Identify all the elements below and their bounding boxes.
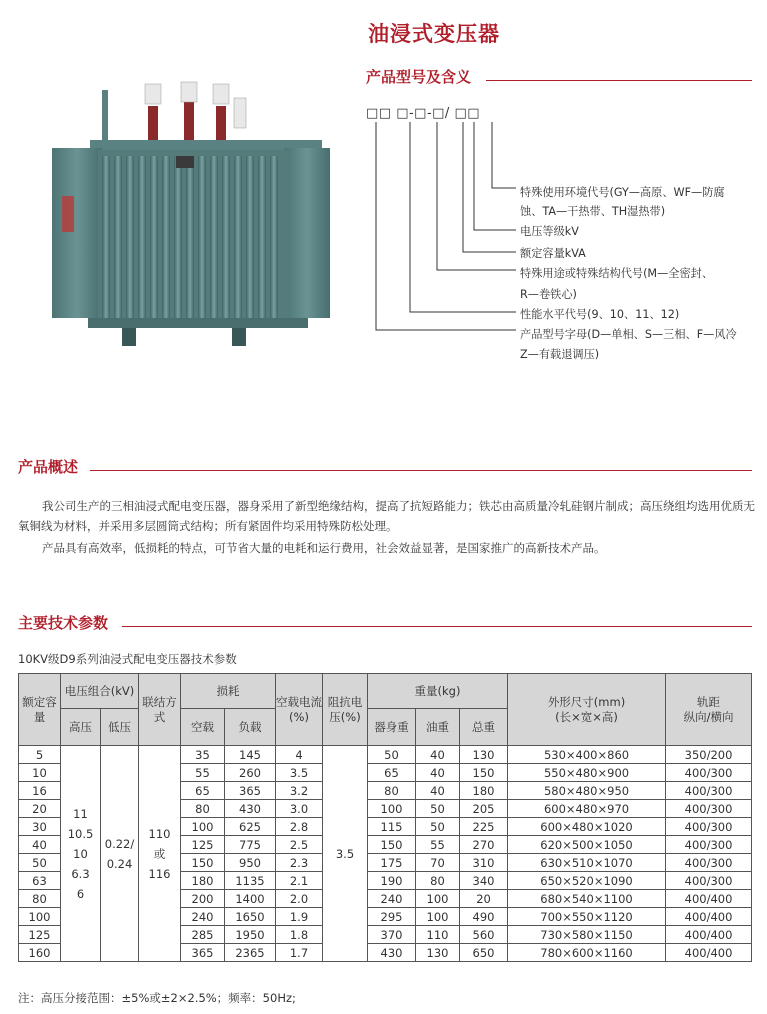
th-load: 负载 <box>225 709 276 746</box>
cell-load: 1650 <box>225 908 276 926</box>
cell-no-load: 65 <box>181 782 225 800</box>
cell-no-load: 125 <box>181 836 225 854</box>
cell-gauge: 400/300 <box>666 836 752 854</box>
cell-capacity: 50 <box>19 854 61 872</box>
cell-capacity: 30 <box>19 818 61 836</box>
cell-no-load: 150 <box>181 854 225 872</box>
cell-no-load-current: 1.7 <box>276 944 323 962</box>
meaning-environment-1: 特殊使用环境代号(GY—高原、WF—防腐 <box>520 186 725 199</box>
cell-total-weight: 310 <box>460 854 508 872</box>
table-note: 注：高压分接范围：±5%或±2×2.5%；频率：50Hz; <box>18 991 296 1005</box>
cell-gauge: 400/300 <box>666 818 752 836</box>
cell-body-weight: 370 <box>368 926 416 944</box>
overview-heading: 产品概述 <box>18 458 79 476</box>
cell-dimensions: 780×600×1160 <box>508 944 666 962</box>
cell-gauge: 400/300 <box>666 872 752 890</box>
page-title: 油浸式变压器 <box>368 22 500 46</box>
cell-no-load-current: 2.3 <box>276 854 323 872</box>
cell-capacity: 80 <box>19 890 61 908</box>
low-voltage-value: 0.22/ <box>104 836 135 851</box>
cell-no-load: 180 <box>181 872 225 890</box>
cell-oil-weight: 100 <box>416 890 460 908</box>
cell-dimensions: 730×580×1150 <box>508 926 666 944</box>
transformer-image <box>48 78 338 348</box>
cell-no-load: 285 <box>181 926 225 944</box>
th-capacity: 额定容量 <box>19 674 61 746</box>
cell-gauge: 400/300 <box>666 782 752 800</box>
th-no-load-current: 空载电流(%) <box>276 674 323 746</box>
table-row <box>19 746 752 764</box>
th-weight: 重量(kg) <box>368 674 508 709</box>
cell-load: 1950 <box>225 926 276 944</box>
cell-gauge: 350/200 <box>666 746 752 764</box>
cell-oil-weight: 100 <box>416 908 460 926</box>
cell-oil-weight: 130 <box>416 944 460 962</box>
cell-no-load-current: 2.8 <box>276 818 323 836</box>
cell-oil-weight: 80 <box>416 872 460 890</box>
cell-dimensions: 600×480×1020 <box>508 818 666 836</box>
meaning-letters-2: Z—有载退调压) <box>520 348 600 361</box>
meaning-capacity: 额定容量kVA <box>520 247 586 260</box>
cell-load: 625 <box>225 818 276 836</box>
cell-gauge: 400/400 <box>666 890 752 908</box>
th-gauge-sub: 纵向/横向 <box>683 709 734 724</box>
meaning-special-1: 特殊用途或特殊结构代号(M—全密封、 <box>520 267 714 280</box>
cell-dimensions: 600×480×970 <box>508 800 666 818</box>
cell-capacity: 16 <box>19 782 61 800</box>
cell-oil-weight: 70 <box>416 854 460 872</box>
cell-no-load-current: 1.9 <box>276 908 323 926</box>
cell-capacity: 160 <box>19 944 61 962</box>
cell-no-load-current: 3.2 <box>276 782 323 800</box>
high-voltage-value: 10.5 <box>67 826 94 841</box>
cell-dimensions: 620×500×1050 <box>508 836 666 854</box>
cell-no-load: 55 <box>181 764 225 782</box>
high-voltage-value: 6 <box>76 886 85 901</box>
cell-dimensions: 650×520×1090 <box>508 872 666 890</box>
cell-capacity: 10 <box>19 764 61 782</box>
cell-gauge: 400/400 <box>666 908 752 926</box>
table-caption: 10KV级D9系列油浸式配电变压器技术参数 <box>18 652 237 666</box>
cell-load: 365 <box>225 782 276 800</box>
cell-no-load-current: 2.0 <box>276 890 323 908</box>
cell-total-weight: 490 <box>460 908 508 926</box>
cell-no-load: 35 <box>181 746 225 764</box>
cell-body-weight: 175 <box>368 854 416 872</box>
cell-body-weight: 240 <box>368 890 416 908</box>
cell-dimensions: 530×400×860 <box>508 746 666 764</box>
cell-total-weight: 205 <box>460 800 508 818</box>
cell-no-load: 80 <box>181 800 225 818</box>
th-dimensions-title: 外形尺寸(mm) <box>547 694 626 709</box>
cell-load: 145 <box>225 746 276 764</box>
specs-heading-rule <box>122 626 752 627</box>
cell-oil-weight: 50 <box>416 818 460 836</box>
cell-no-load-current: 4 <box>276 746 323 764</box>
spec-table <box>18 673 752 962</box>
meaning-voltage: 电压等级kV <box>520 225 579 238</box>
cell-total-weight: 560 <box>460 926 508 944</box>
cell-no-load: 200 <box>181 890 225 908</box>
cell-gauge: 400/300 <box>666 800 752 818</box>
th-no-load: 空载 <box>181 709 225 746</box>
high-voltage-value: 11 <box>73 806 88 821</box>
cell-body-weight: 150 <box>368 836 416 854</box>
cell-total-weight: 340 <box>460 872 508 890</box>
cell-load: 260 <box>225 764 276 782</box>
cell-no-load-current: 2.1 <box>276 872 323 890</box>
cell-no-load: 365 <box>181 944 225 962</box>
cell-oil-weight: 50 <box>416 800 460 818</box>
cell-gauge: 400/300 <box>666 764 752 782</box>
model-code-pattern: □□ □-□-□/ □□ <box>366 106 481 121</box>
cell-dimensions: 550×480×900 <box>508 764 666 782</box>
cell-load: 1135 <box>225 872 276 890</box>
cell-load: 2365 <box>225 944 276 962</box>
cell-dimensions: 700×550×1120 <box>508 908 666 926</box>
cell-load: 430 <box>225 800 276 818</box>
cell-total-weight: 20 <box>460 890 508 908</box>
cell-oil-weight: 40 <box>416 782 460 800</box>
overview-paragraph-2: 产品具有高效率，低损耗的特点，可节省大量的电耗和运行费用，社会效益显著，是国家推广的高新技术产品。 <box>42 541 606 555</box>
cell-gauge: 400/400 <box>666 944 752 962</box>
th-total-weight: 总重 <box>460 709 508 746</box>
cell-total-weight: 150 <box>460 764 508 782</box>
cell-body-weight: 115 <box>368 818 416 836</box>
meaning-letters-1: 产品型号字母(D—单相、S—三相、F—风冷 <box>520 328 737 341</box>
cell-body-weight: 190 <box>368 872 416 890</box>
connection-value: 或 <box>153 846 166 861</box>
cell-total-weight: 225 <box>460 818 508 836</box>
specs-heading: 主要技术参数 <box>18 614 109 632</box>
cell-body-weight: 100 <box>368 800 416 818</box>
cell-oil-weight: 110 <box>416 926 460 944</box>
cell-capacity: 125 <box>19 926 61 944</box>
cell-body-weight: 295 <box>368 908 416 926</box>
cell-oil-weight: 40 <box>416 764 460 782</box>
th-voltage-group: 电压组合(kV) <box>61 674 139 709</box>
cell-impedance: 3.5 <box>323 746 368 962</box>
cell-dimensions: 680×540×1100 <box>508 890 666 908</box>
cell-low-voltage <box>101 746 139 962</box>
th-connection: 联结方式 <box>139 674 181 746</box>
th-loss: 损耗 <box>181 674 276 709</box>
cell-load: 775 <box>225 836 276 854</box>
cell-capacity: 5 <box>19 746 61 764</box>
cell-capacity: 63 <box>19 872 61 890</box>
th-high: 高压 <box>61 709 101 746</box>
cell-dimensions: 580×480×950 <box>508 782 666 800</box>
th-dimensions-sub: (长×宽×高) <box>555 709 618 724</box>
th-gauge <box>666 674 752 746</box>
cell-total-weight: 650 <box>460 944 508 962</box>
cell-total-weight: 180 <box>460 782 508 800</box>
cell-high-voltage <box>61 746 101 962</box>
meaning-special-2: R—卷铁心) <box>520 288 577 301</box>
cell-no-load: 100 <box>181 818 225 836</box>
model-heading: 产品型号及含义 <box>366 68 472 86</box>
th-body-weight: 器身重 <box>368 709 416 746</box>
model-heading-rule <box>486 80 752 81</box>
cell-capacity: 100 <box>19 908 61 926</box>
cell-no-load: 240 <box>181 908 225 926</box>
cell-oil-weight: 55 <box>416 836 460 854</box>
cell-no-load-current: 1.8 <box>276 926 323 944</box>
meaning-environment-2: 蚀、TA—干热带、TH湿热带) <box>520 205 666 218</box>
high-voltage-value: 6.3 <box>71 866 90 881</box>
connection-value: 116 <box>148 866 171 881</box>
th-impedance: 阻抗电压(%) <box>323 674 368 746</box>
cell-capacity: 20 <box>19 800 61 818</box>
cell-load: 950 <box>225 854 276 872</box>
connection-value: 110 <box>148 826 171 841</box>
cell-total-weight: 130 <box>460 746 508 764</box>
th-gauge-title: 轨距 <box>697 694 721 709</box>
high-voltage-value: 10 <box>73 846 88 861</box>
spec-table-body <box>19 746 752 962</box>
cell-no-load-current: 3.5 <box>276 764 323 782</box>
cell-connection <box>139 746 181 962</box>
cell-no-load-current: 3.0 <box>276 800 323 818</box>
cell-body-weight: 80 <box>368 782 416 800</box>
cell-total-weight: 270 <box>460 836 508 854</box>
cell-no-load-current: 2.5 <box>276 836 323 854</box>
cell-gauge: 400/400 <box>666 926 752 944</box>
cell-load: 1400 <box>225 890 276 908</box>
th-oil-weight: 油重 <box>416 709 460 746</box>
cell-gauge: 400/300 <box>666 854 752 872</box>
cell-capacity: 40 <box>19 836 61 854</box>
overview-paragraph-1: 我公司生产的三相油浸式配电变压器，器身采用了新型绝缘结构，提高了抗短路能力；铁芯由高质量冷轧硅钢片制成；高压绕组均选用优质无氧铜线为材料，并采用多层圆筒式结构；所有紧固件均采用特殊防松处理。 <box>18 499 755 533</box>
cell-body-weight: 50 <box>368 746 416 764</box>
model-code-brackets <box>360 120 520 350</box>
th-low: 低压 <box>101 709 139 746</box>
cell-dimensions: 630×510×1070 <box>508 854 666 872</box>
low-voltage-value: 0.24 <box>106 856 133 871</box>
overview-heading-rule <box>90 470 752 471</box>
cell-body-weight: 65 <box>368 764 416 782</box>
cell-body-weight: 430 <box>368 944 416 962</box>
meaning-performance: 性能水平代号(9、10、11、12) <box>520 308 680 321</box>
cell-oil-weight: 40 <box>416 746 460 764</box>
th-dimensions <box>508 674 666 746</box>
